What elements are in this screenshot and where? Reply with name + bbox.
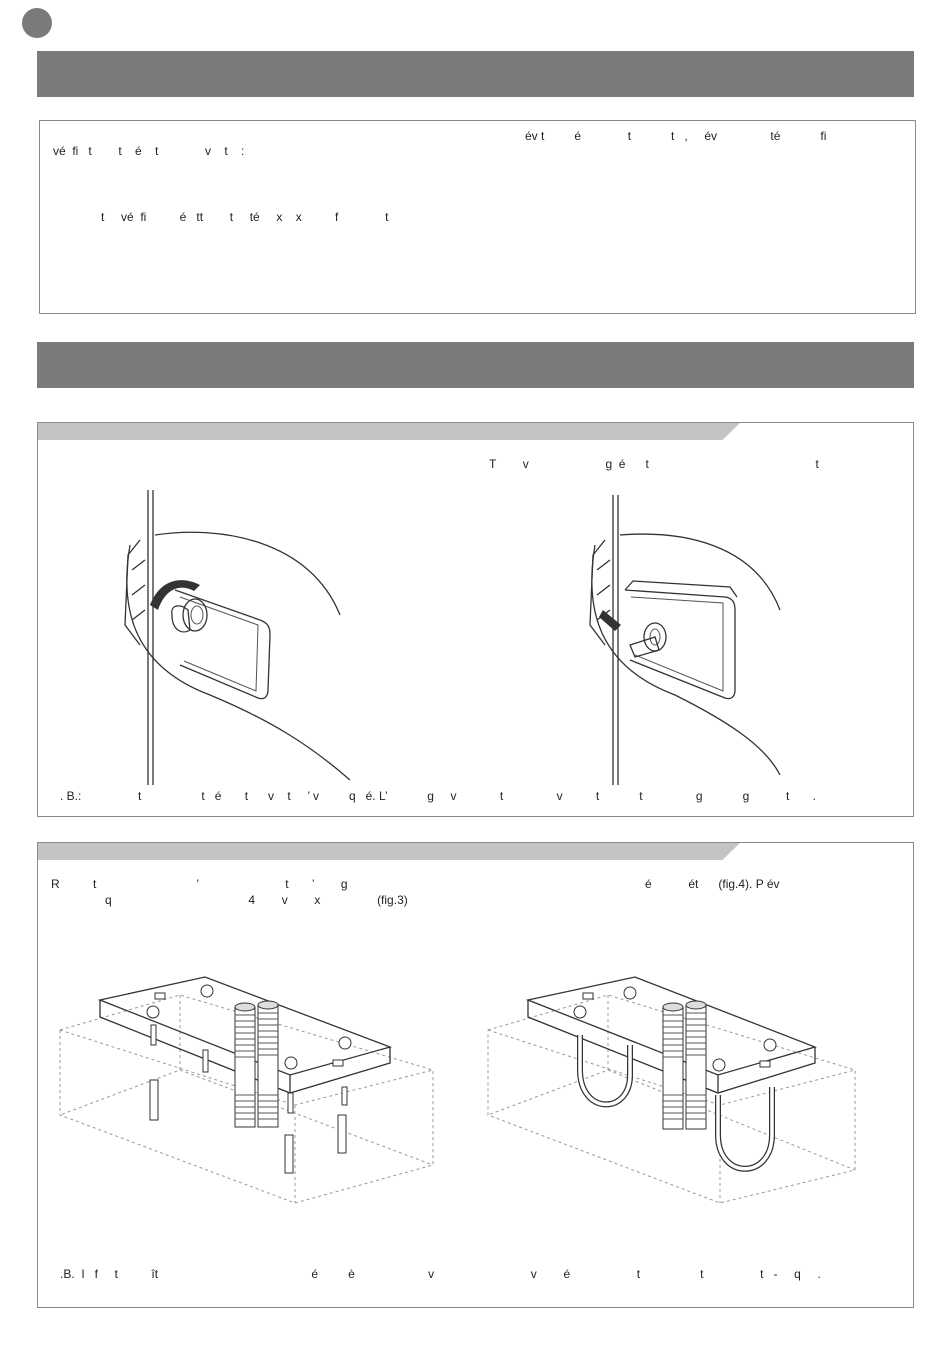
page-number-marker bbox=[22, 8, 52, 38]
section-3-right-line-1: é ét (fig.4). P év bbox=[645, 877, 780, 891]
section-3-left-line-2: q 4 v x (fig.3) bbox=[105, 893, 408, 907]
section-header-1 bbox=[37, 51, 914, 97]
release-lock-closed-illustration bbox=[110, 485, 370, 785]
section-3-tab bbox=[38, 843, 740, 860]
foundation-plate-fig3 bbox=[55, 975, 445, 1210]
section-1-left-line-2: t vé fi é tt t té x x f t bbox=[101, 210, 389, 224]
release-lock-open-illustration bbox=[575, 485, 835, 785]
section-2-caption: T v g é t t bbox=[489, 457, 819, 471]
section-2-tab bbox=[38, 423, 740, 440]
foundation-plate-fig4 bbox=[480, 975, 870, 1210]
section-2-note: . B.: t t é t v t ’ v q é. L’ g v t v t t g g t . bbox=[60, 789, 816, 803]
section-1-right-line-1: év t é t t , év té fi bbox=[525, 129, 827, 143]
section-header-2 bbox=[37, 342, 914, 388]
section-3-note: .B. I f t ît é è v v é t t t - q . bbox=[60, 1267, 821, 1281]
section-1-left-line-1: vé fi t t é t v t : bbox=[53, 144, 245, 158]
section-3-left-line-1: R t ’ t ’ g bbox=[51, 877, 348, 891]
